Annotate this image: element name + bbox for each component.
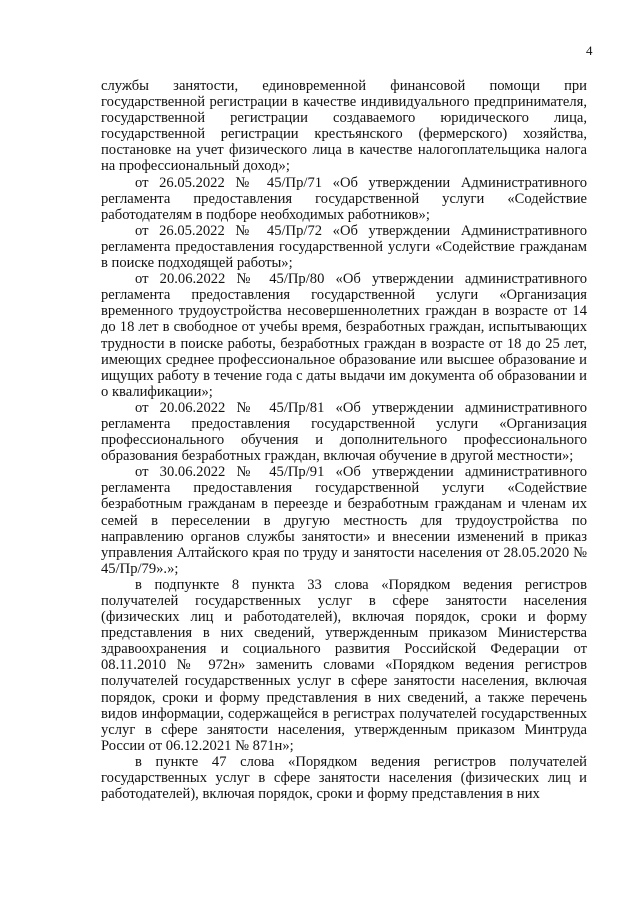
paragraph-order-91: от 30.06.2022 № 45/Пр/91 «Об утверждении административного регламента предоставления государственной услуги «Содействие безработным гражданам в переезде и безработным гражданам и членам их семей в переселении в другую местность для трудоустройства по направлению органов службы занятости» и внесении изменений в приказ управления Алтайского края по труду и занятости населения от 28.05.2020 № 45/Пр/79».»; <box>101 464 587 577</box>
paragraph-order-81: от 20.06.2022 № 45/Пр/81 «Об утверждении административного регламента предоставления государственной услуги «Организация профессионального обучения и дополнительного профессионального образования безработных граждан, включая обучение в другой местности»; <box>101 399 587 465</box>
paragraph-point-47: в пункте 47 слова «Порядком ведения регистров получателей государственных услуг в сфере занятости населения (физических лиц и работодателей), включая порядок, сроки и форму представления в них <box>101 753 587 803</box>
document-body <box>101 78 587 802</box>
paragraph-order-72: от 26.05.2022 № 45/Пр/72 «Об утверждении Административного регламента предоставления государственной услуги «Содействие гражданам в поиске подходящей работы»; <box>101 222 587 272</box>
paragraph-continuation: службы занятости, единовременной финансовой помощи при государственной регистрации в качестве индивидуального предпринимателя, государственной регистрации создаваемого юридического лица, государственной регистрации крестьянского (фермерского) хозяйства, постановке на учет физического лица в качестве налогоплательщика налога на профессиональный доход»; <box>101 78 587 175</box>
paragraph-order-71: от 26.05.2022 № 45/Пр/71 «Об утверждении Административного регламента предоставления государственной услуги «Содействие работодателям в подборе необходимых работников»; <box>101 174 587 223</box>
paragraph-order-80: от 20.06.2022 № 45/Пр/80 «Об утверждении административного регламента предоставления государственной услуги «Организация временного трудоустройства несовершеннолетних граждан в возрасте от 14 до 18 лет в свободное от учебы время, безработных граждан, испытывающих трудности в поиске работы, безработных граждан в возрасте от 18 до 25 лет, имеющих среднее профессиональное образование или высшее образование и ищущих работу в течение года с даты выдачи им документа об образовании и о квалификации»; <box>101 271 587 400</box>
page-number: 4 <box>586 43 593 58</box>
paragraph-subpoint-8-point-33: в подпункте 8 пункта 33 слова «Порядком ведения регистров получателей государственных услуг в сфере занятости населения (физических лиц и работодателей), включая порядок, сроки и форму представления в них сведений, утвержденным приказом Министерства здравоохранения и социального развития Российской Федерации от 08.11.2010 № 972н» заменить словами «Порядком ведения регистров получателей государственных услуг в сфере занятости населения, включая порядок, сроки и форму представления в них сведений, а также перечень видов информации, содержащейся в регистрах получателей государственных услуг в сфере занятости населения, утвержденным приказом Минтруда России от 06.12.2021 № 871н»; <box>101 576 587 754</box>
